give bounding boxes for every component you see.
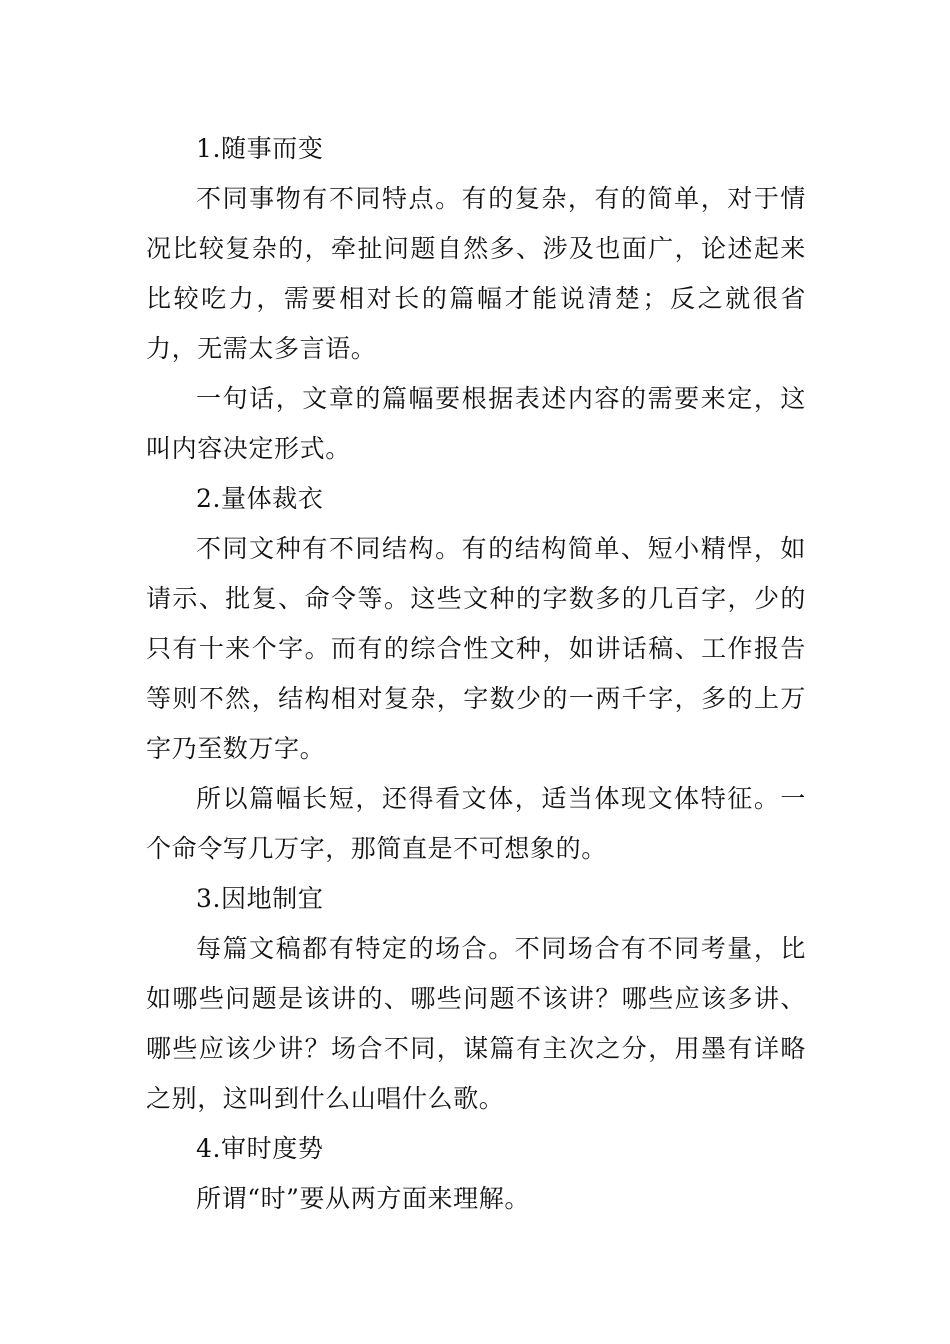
heading-1: 1.随事而变 (196, 134, 324, 163)
heading-2: 2.量体裁衣 (196, 484, 324, 513)
heading-3: 3.因地制宜 (196, 884, 324, 913)
document-body (146, 124, 806, 1224)
paragraph: 所谓“时”要从两方面来理解。 (196, 1184, 530, 1213)
paragraph: 一句话，文章的篇幅要根据表述内容的需要来定，这叫内容决定形式。 (146, 384, 806, 463)
paragraph: 每篇文稿都有特定的场合。不同场合有不同考量，比如哪些问题是该讲的、哪些问题不该讲？哪些应该多讲、哪些应该少讲？场合不同，谋篇有主次之分，用墨有详略之别，这叫到什么山唱什么歌。 (146, 934, 806, 1113)
paragraph: 不同事物有不同特点。有的复杂，有的简单，对于情况比较复杂的，牵扯问题自然多、涉及也面广，论述起来比较吃力，需要相对长的篇幅才能说清楚；反之就很省力，无需太多言语。 (146, 184, 806, 363)
paragraph: 所以篇幅长短，还得看文体，适当体现文体特征。一个命令写几万字，那简直是不可想象的。 (146, 784, 806, 863)
paragraph: 不同文种有不同结构。有的结构简单、短小精悍，如请示、批复、命令等。这些文种的字数多的几百字，少的只有十来个字。而有的综合性文种，如讲话稿、工作报告等则不然，结构相对复杂，字数少的一两千字，多的上万字乃至数万字。 (146, 534, 806, 763)
heading-4: 4.审时度势 (196, 1134, 324, 1163)
